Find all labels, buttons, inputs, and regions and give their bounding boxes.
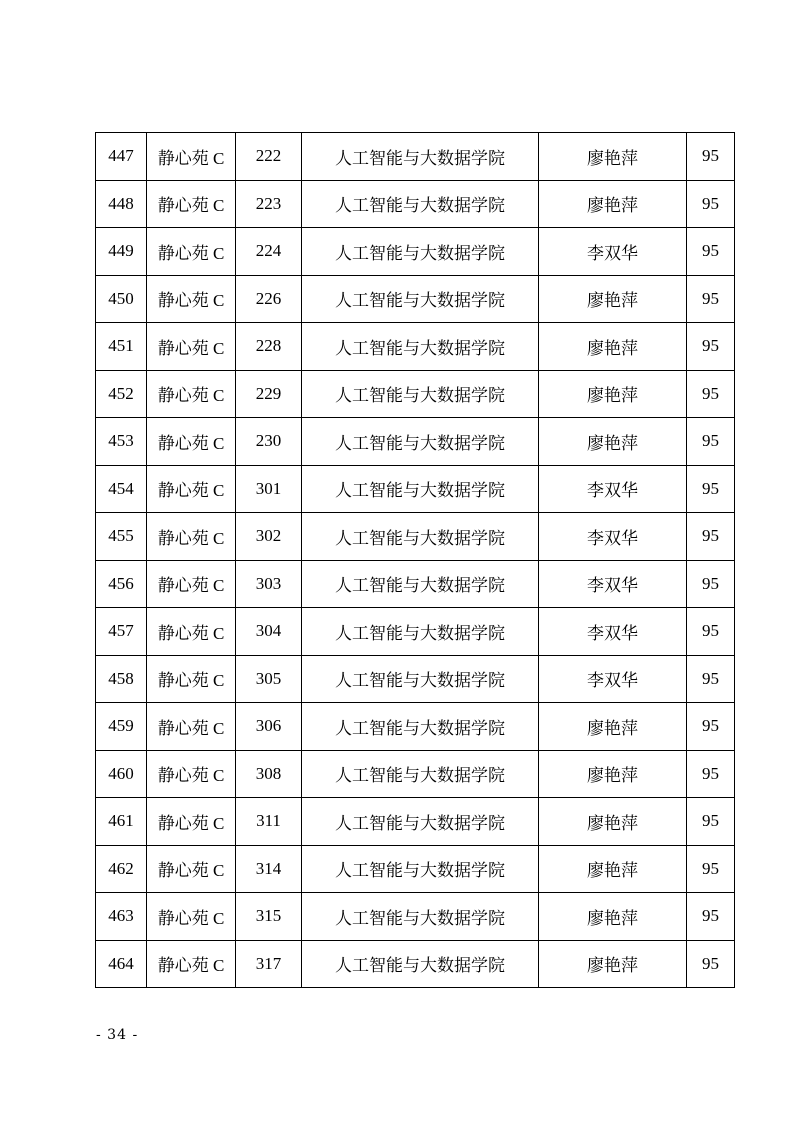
row-number-cell: 457 — [96, 608, 147, 656]
score-cell: 95 — [687, 228, 735, 276]
room-number-cell: 306 — [236, 703, 302, 751]
college-cell: 人工智能与大数据学院 — [302, 323, 539, 371]
college-cell: 人工智能与大数据学院 — [302, 703, 539, 751]
inspector-name-cell: 廖艳萍 — [539, 418, 687, 466]
row-number-cell: 449 — [96, 228, 147, 276]
inspector-name-cell: 李双华 — [539, 608, 687, 656]
table-row — [96, 940, 735, 988]
college-cell: 人工智能与大数据学院 — [302, 608, 539, 656]
room-number-cell: 314 — [236, 845, 302, 893]
room-number-cell: 228 — [236, 323, 302, 371]
table-body — [96, 133, 735, 988]
building-cell: 静心苑 C — [147, 275, 236, 323]
college-cell: 人工智能与大数据学院 — [302, 845, 539, 893]
row-number-cell: 458 — [96, 655, 147, 703]
room-number-cell: 229 — [236, 370, 302, 418]
building-cell: 静心苑 C — [147, 608, 236, 656]
table-row — [96, 323, 735, 371]
table-row — [96, 228, 735, 276]
building-cell: 静心苑 C — [147, 940, 236, 988]
table-row — [96, 893, 735, 941]
room-number-cell: 315 — [236, 893, 302, 941]
room-number-cell: 305 — [236, 655, 302, 703]
inspector-name-cell: 廖艳萍 — [539, 275, 687, 323]
table-row — [96, 370, 735, 418]
score-cell: 95 — [687, 655, 735, 703]
building-cell: 静心苑 C — [147, 893, 236, 941]
inspector-name-cell: 廖艳萍 — [539, 845, 687, 893]
inspector-name-cell: 李双华 — [539, 513, 687, 561]
building-cell: 静心苑 C — [147, 228, 236, 276]
college-cell: 人工智能与大数据学院 — [302, 370, 539, 418]
table-row — [96, 608, 735, 656]
building-cell: 静心苑 C — [147, 513, 236, 561]
room-number-cell: 311 — [236, 798, 302, 846]
row-number-cell: 461 — [96, 798, 147, 846]
row-number-cell: 456 — [96, 560, 147, 608]
building-cell: 静心苑 C — [147, 133, 236, 181]
room-number-cell: 224 — [236, 228, 302, 276]
building-cell: 静心苑 C — [147, 798, 236, 846]
inspector-name-cell: 廖艳萍 — [539, 180, 687, 228]
building-cell: 静心苑 C — [147, 323, 236, 371]
table-row — [96, 560, 735, 608]
row-number-cell: 448 — [96, 180, 147, 228]
table-row — [96, 180, 735, 228]
score-cell: 95 — [687, 513, 735, 561]
building-cell: 静心苑 C — [147, 465, 236, 513]
table-row — [96, 750, 735, 798]
college-cell: 人工智能与大数据学院 — [302, 560, 539, 608]
score-cell: 95 — [687, 370, 735, 418]
row-number-cell: 460 — [96, 750, 147, 798]
score-cell: 95 — [687, 133, 735, 181]
table-row — [96, 133, 735, 181]
score-cell: 95 — [687, 845, 735, 893]
inspector-name-cell: 廖艳萍 — [539, 893, 687, 941]
row-number-cell: 447 — [96, 133, 147, 181]
room-number-cell: 317 — [236, 940, 302, 988]
building-cell: 静心苑 C — [147, 750, 236, 798]
room-number-cell: 303 — [236, 560, 302, 608]
inspector-name-cell: 廖艳萍 — [539, 798, 687, 846]
college-cell: 人工智能与大数据学院 — [302, 940, 539, 988]
row-number-cell: 454 — [96, 465, 147, 513]
room-number-cell: 223 — [236, 180, 302, 228]
building-cell: 静心苑 C — [147, 370, 236, 418]
inspector-name-cell: 廖艳萍 — [539, 750, 687, 798]
inspector-name-cell: 李双华 — [539, 465, 687, 513]
college-cell: 人工智能与大数据学院 — [302, 893, 539, 941]
room-number-cell: 301 — [236, 465, 302, 513]
building-cell: 静心苑 C — [147, 418, 236, 466]
college-cell: 人工智能与大数据学院 — [302, 228, 539, 276]
score-cell: 95 — [687, 560, 735, 608]
room-number-cell: 230 — [236, 418, 302, 466]
inspector-name-cell: 李双华 — [539, 228, 687, 276]
row-number-cell: 459 — [96, 703, 147, 751]
inspector-name-cell: 廖艳萍 — [539, 703, 687, 751]
room-number-cell: 308 — [236, 750, 302, 798]
score-cell: 95 — [687, 608, 735, 656]
room-number-cell: 226 — [236, 275, 302, 323]
college-cell: 人工智能与大数据学院 — [302, 133, 539, 181]
dormitory-score-table — [95, 132, 735, 988]
table-row — [96, 513, 735, 561]
row-number-cell: 452 — [96, 370, 147, 418]
building-cell: 静心苑 C — [147, 703, 236, 751]
college-cell: 人工智能与大数据学院 — [302, 750, 539, 798]
row-number-cell: 464 — [96, 940, 147, 988]
score-cell: 95 — [687, 418, 735, 466]
college-cell: 人工智能与大数据学院 — [302, 798, 539, 846]
row-number-cell: 450 — [96, 275, 147, 323]
college-cell: 人工智能与大数据学院 — [302, 180, 539, 228]
score-cell: 95 — [687, 275, 735, 323]
college-cell: 人工智能与大数据学院 — [302, 418, 539, 466]
score-cell: 95 — [687, 703, 735, 751]
room-number-cell: 302 — [236, 513, 302, 561]
row-number-cell: 451 — [96, 323, 147, 371]
score-cell: 95 — [687, 180, 735, 228]
inspector-name-cell: 廖艳萍 — [539, 323, 687, 371]
row-number-cell: 463 — [96, 893, 147, 941]
table-row — [96, 465, 735, 513]
college-cell: 人工智能与大数据学院 — [302, 513, 539, 561]
college-cell: 人工智能与大数据学院 — [302, 465, 539, 513]
inspector-name-cell: 廖艳萍 — [539, 133, 687, 181]
score-cell: 95 — [687, 465, 735, 513]
room-number-cell: 222 — [236, 133, 302, 181]
table-row — [96, 418, 735, 466]
table-row — [96, 655, 735, 703]
inspector-name-cell: 廖艳萍 — [539, 940, 687, 988]
inspector-name-cell: 李双华 — [539, 655, 687, 703]
table-row — [96, 703, 735, 751]
row-number-cell: 455 — [96, 513, 147, 561]
score-cell: 95 — [687, 798, 735, 846]
score-cell: 95 — [687, 893, 735, 941]
inspector-name-cell: 李双华 — [539, 560, 687, 608]
score-cell: 95 — [687, 750, 735, 798]
row-number-cell: 453 — [96, 418, 147, 466]
building-cell: 静心苑 C — [147, 845, 236, 893]
table-row — [96, 845, 735, 893]
table-row — [96, 798, 735, 846]
building-cell: 静心苑 C — [147, 655, 236, 703]
score-cell: 95 — [687, 940, 735, 988]
building-cell: 静心苑 C — [147, 560, 236, 608]
table-row — [96, 275, 735, 323]
row-number-cell: 462 — [96, 845, 147, 893]
page-number: - 34 - — [96, 1027, 139, 1043]
building-cell: 静心苑 C — [147, 180, 236, 228]
inspector-name-cell: 廖艳萍 — [539, 370, 687, 418]
room-number-cell: 304 — [236, 608, 302, 656]
college-cell: 人工智能与大数据学院 — [302, 275, 539, 323]
college-cell: 人工智能与大数据学院 — [302, 655, 539, 703]
score-cell: 95 — [687, 323, 735, 371]
